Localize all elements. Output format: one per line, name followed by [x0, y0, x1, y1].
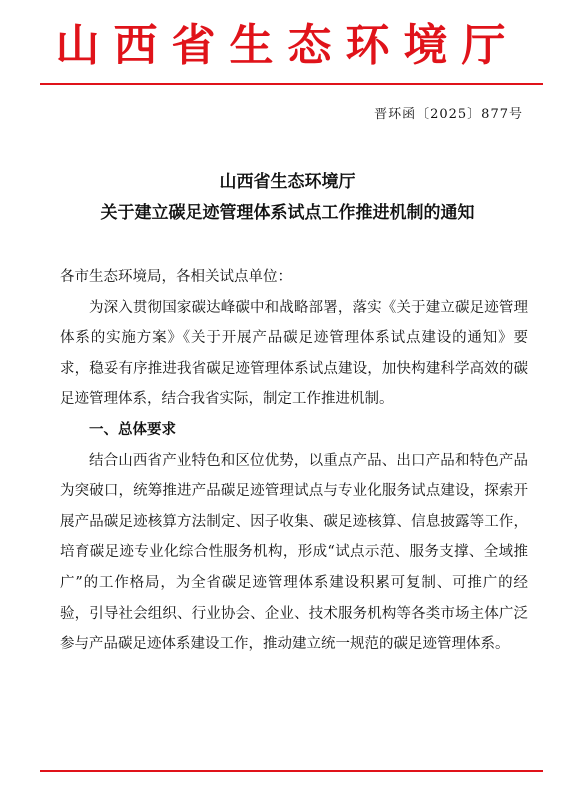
document-title-line-1: 山西省生态环境厅: [219, 172, 356, 192]
document-title: [0, 167, 575, 229]
section-heading-general-requirements: 一、总体要求: [89, 421, 176, 438]
document-body: [60, 262, 528, 660]
header-red-rule: [40, 83, 543, 85]
document-title-line-2: 关于建立碳足迹管理体系试点工作推进机制的通知: [100, 203, 475, 223]
document-number: 晋环函〔2025〕877号: [374, 107, 523, 122]
footer-red-rule: [40, 770, 543, 772]
general-requirements-paragraph: 结合山西省产业特色和区位优势，以重点产品、出口产品和特色产品为突破口，统筹推进产品碳足迹管理试点与专业化服务试点建设，探索开展产品碳足迹核算方法制定、因子收集、碳足迹核算、信息披露等工作，培育碳足迹专业化综合性服务机构，形成“试点示范、服务支撑、全域推广”的工作格局，为全省碳足迹管理体系建设积累可复制、可推广的经验，引导社会组织、行业协会、企业、技术服务机构等各类市场主体广泛参与产品碳足迹体系建设工作，推动建立统一规范的碳足迹管理体系。: [60, 452, 528, 653]
issuing-agency-header: 山西省生态环境厅: [55, 20, 520, 71]
intro-paragraph: 为深入贯彻国家碳达峰碳中和战略部署，落实《关于建立碳足迹管理体系的实施方案》《关于开展产品碳足迹管理体系试点建设的通知》要求，稳妥有序推进我省碳足迹管理体系试点建设，加快构建科学高效的碳足迹管理体系，结合我省实际，制定工作推进机制。: [60, 299, 528, 408]
salutation: 各市生态环境局，各相关试点单位：: [60, 269, 292, 285]
